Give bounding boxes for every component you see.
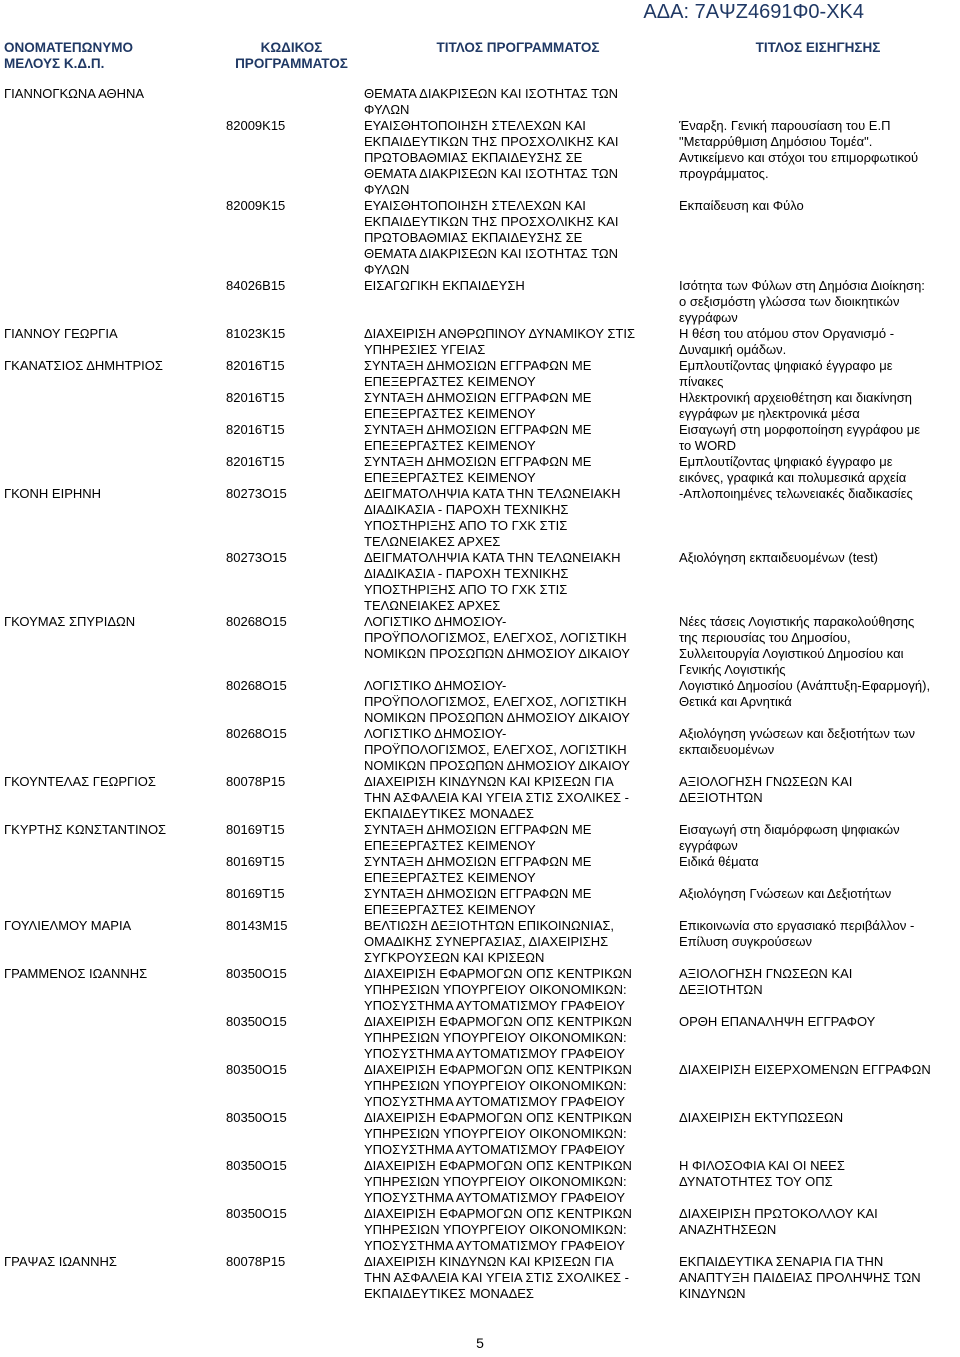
lecture-title: ΔΙΑΧΕΙΡΙΣΗ ΕΚΤΥΠΩΣΕΩΝ — [679, 1110, 844, 1125]
program-title: ΔΙΑΧΕΙΡΙΣΗ ΕΦΑΡΜΟΓΩΝ ΟΠΣ ΚΕΝΤΡΙΚΩΝ ΥΠΗΡΕΣΙΩΝ ΥΠΟΥΡΓΕΙΟΥ ΟΙΚΟΝΟΜΙΚΩΝ: ΥΠΟΣΥΣΤΗΜΑ ΑΥΤΟΜΑΤΙΣΜΟΥ ΓΡΑΦΕΙΟΥ — [364, 1206, 632, 1253]
member-name — [0, 118, 222, 198]
member-name — [0, 1110, 222, 1158]
lecture-title: Αξιολόγηση Γνώσεων και Δεξιοτήτων — [679, 886, 892, 901]
program-code: 80273Ο15 — [226, 486, 287, 501]
program-code: 80350Ο15 — [226, 966, 287, 981]
member-name — [0, 278, 222, 326]
program-code: 80078Ρ15 — [226, 1254, 286, 1269]
table-row — [0, 278, 960, 326]
member-name — [0, 390, 222, 422]
table-row — [0, 1158, 960, 1206]
table-row — [0, 614, 960, 678]
table-row — [0, 422, 960, 454]
lecture-title: Αξιολόγηση γνώσεων και δεξιοτήτων των εκπαιδευομένων — [679, 726, 916, 757]
program-title: ΔΙΑΧΕΙΡΙΣΗ ΕΦΑΡΜΟΓΩΝ ΟΠΣ ΚΕΝΤΡΙΚΩΝ ΥΠΗΡΕΣΙΩΝ ΥΠΟΥΡΓΕΙΟΥ ΟΙΚΟΝΟΜΙΚΩΝ: ΥΠΟΣΥΣΤΗΜΑ ΑΥΤΟΜΑΤΙΣΜΟΥ ΓΡΑΦΕΙΟΥ — [364, 1062, 632, 1109]
table-row — [0, 486, 960, 550]
lecture-title: Εκπαίδευση και Φύλο — [679, 198, 804, 213]
program-title: ΔΙΑΧΕΙΡΙΣΗ ΕΦΑΡΜΟΓΩΝ ΟΠΣ ΚΕΝΤΡΙΚΩΝ ΥΠΗΡΕΣΙΩΝ ΥΠΟΥΡΓΕΙΟΥ ΟΙΚΟΝΟΜΙΚΩΝ: ΥΠΟΣΥΣΤΗΜΑ ΑΥΤΟΜΑΤΙΣΜΟΥ ΓΡΑΦΕΙΟΥ — [364, 966, 632, 1013]
table-row — [0, 454, 960, 486]
program-code: 82016Τ15 — [226, 358, 285, 373]
program-title: ΣΥΝΤΑΞΗ ΔΗΜΟΣΙΩΝ ΕΓΓΡΑΦΩΝ ΜΕ ΕΠΕΞΕΡΓΑΣΤΕΣ ΚΕΙΜΕΝΟΥ — [364, 358, 592, 389]
table-row — [0, 86, 960, 118]
member-name: ΓΚΟΥΝΤΕΛΑΣ ΓΕΩΡΓΙΟΣ — [4, 774, 156, 789]
program-code: 82016Τ15 — [226, 422, 285, 437]
lecture-title: Νέες τάσεις Λογιστικής παρακολούθησης της περιουσίας του Δημοσίου, Συλλειτουργία Λογιστικού Δημοσίου και Γενικής Λογιστικής — [679, 614, 915, 677]
table-row — [0, 198, 960, 278]
program-title: ΔΙΑΧΕΙΡΙΣΗ ΕΦΑΡΜΟΓΩΝ ΟΠΣ ΚΕΝΤΡΙΚΩΝ ΥΠΗΡΕΣΙΩΝ ΥΠΟΥΡΓΕΙΟΥ ΟΙΚΟΝΟΜΙΚΩΝ: ΥΠΟΣΥΣΤΗΜΑ ΑΥΤΟΜΑΤΙΣΜΟΥ ΓΡΑΦΕΙΟΥ — [364, 1158, 632, 1205]
program-code: 80350Ο15 — [226, 1158, 287, 1173]
table-header-row — [0, 40, 960, 86]
program-title: ΣΥΝΤΑΞΗ ΔΗΜΟΣΙΩΝ ΕΓΓΡΑΦΩΝ ΜΕ ΕΠΕΞΕΡΓΑΣΤΕΣ ΚΕΙΜΕΝΟΥ — [364, 822, 592, 853]
program-title: ΔΕΙΓΜΑΤΟΛΗΨΙΑ ΚΑΤΑ ΤΗΝ ΤΕΛΩΝΕΙΑΚΗ ΔΙΑΔΙΚΑΣΙΑ - ΠΑΡΟΧΗ ΤΕΧΝΙΚΗΣ ΥΠΟΣΤΗΡΙΞΗΣ ΑΠΟ ΤΟ ΓΧΚ ΣΤΙΣ ΤΕΛΩΝΕΙΑΚΕΣ ΑΡΧΕΣ — [364, 550, 621, 613]
lecture-title: Εμπλουτίζοντας ψηφιακό έγγραφο με εικόνες, γραφικά και πολυμεσικά αρχεία — [679, 454, 907, 485]
program-code: 80273Ο15 — [226, 550, 287, 565]
program-code: 80350Ο15 — [226, 1014, 287, 1029]
table-row — [0, 774, 960, 822]
member-name: ΓΡΑΜΜΕΝΟΣ ΙΩΑΝΝΗΣ — [4, 966, 148, 981]
member-name — [0, 678, 222, 726]
table-row — [0, 822, 960, 854]
lecture-title: -Απλοποιημένες τελωνειακές διαδικασίες — [679, 486, 913, 501]
lecture-title: Επικοινωνία στο εργασιακό περιβάλλον - Επίλυση συγκρούσεων — [679, 918, 915, 949]
member-name: ΓΚΟΝΗ ΕΙΡΗΝΗ — [4, 486, 102, 501]
header-code: ΚΩΔΙΚΟΣ ΠΡΟΓΡΑΜΜΑΤΟΣ — [235, 40, 348, 71]
table-row — [0, 550, 960, 614]
table-row — [0, 886, 960, 918]
header-program: ΤΙΤΛΟΣ ΠΡΟΓΡΑΜΜΑΤΟΣ — [436, 40, 600, 55]
member-name — [0, 726, 222, 774]
program-title: ΔΕΙΓΜΑΤΟΛΗΨΙΑ ΚΑΤΑ ΤΗΝ ΤΕΛΩΝΕΙΑΚΗ ΔΙΑΔΙΚΑΣΙΑ - ΠΑΡΟΧΗ ΤΕΧΝΙΚΗΣ ΥΠΟΣΤΗΡΙΞΗΣ ΑΠΟ ΤΟ ΓΧΚ ΣΤΙΣ ΤΕΛΩΝΕΙΑΚΕΣ ΑΡΧΕΣ — [364, 486, 621, 549]
program-title: ΔΙΑΧΕΙΡΙΣΗ ΑΝΘΡΩΠΙΝΟΥ ΔΥΝΑΜΙΚΟΥ ΣΤΙΣ ΥΠΗΡΕΣΙΕΣ ΥΓΕΙΑΣ — [364, 326, 636, 357]
member-name — [0, 1062, 222, 1110]
program-code: 82009Κ15 — [226, 118, 286, 133]
program-title: ΒΕΛΤΙΩΣΗ ΔΕΞΙΟΤΗΤΩΝ ΕΠΙΚΟΙΝΩΝΙΑΣ, ΟΜΑΔΙΚΗΣ ΣΥΝΕΡΓΑΣΙΑΣ, ΔΙΑΧΕΙΡΙΣΗΣ ΣΥΓΚΡΟΥΣΕΩΝ ΚΑΙ ΚΡΙΣΕΩΝ — [364, 918, 615, 965]
member-name: ΓΚΟΥΜΑΣ ΣΠΥΡΙΔΩΝ — [4, 614, 136, 629]
member-name — [0, 422, 222, 454]
lecture-title: ΔΙΑΧΕΙΡΙΣΗ ΠΡΩΤΟΚΟΛΛΟΥ ΚΑΙ ΑΝΑΖΗΤΗΣΕΩΝ — [679, 1206, 878, 1237]
seminar-table — [0, 40, 960, 1302]
member-name: ΓΚΑΝΑΤΣΙΟΣ ΔΗΜΗΤΡΙΟΣ — [4, 358, 163, 373]
program-code: 80143Μ15 — [226, 918, 288, 933]
table-row — [0, 1254, 960, 1302]
program-title: ΕΙΣΑΓΩΓΙΚΗ ΕΚΠΑΙΔΕΥΣΗ — [364, 278, 525, 293]
member-name: ΓΚΥΡΤΗΣ ΚΩΝΣΤΑΝΤΙΝΟΣ — [4, 822, 167, 837]
lecture-title: ΑΞΙΟΛΟΓΗΣΗ ΓΝΩΣΕΩΝ ΚΑΙ ΔΕΞΙΟΤΗΤΩΝ — [679, 966, 853, 997]
lecture-title: ΟΡΘΗ ΕΠΑΝΑΛΗΨΗ ΕΓΓΡΑΦΟΥ — [679, 1014, 876, 1029]
header-name: ΟΝΟΜΑΤΕΠΩΝΥΜΟ ΜΕΛΟΥΣ Κ.Δ.Π. — [4, 40, 133, 71]
page-number: 5 — [476, 1335, 484, 1351]
program-code: 82016Τ15 — [226, 390, 285, 405]
program-code: 82016Τ15 — [226, 454, 285, 469]
program-code: 80169Τ15 — [226, 854, 285, 869]
lecture-title — [675, 86, 960, 118]
lecture-title: Ηλεκτρονική αρχειοθέτηση και διακίνηση εγγράφων με ηλεκτρονικά μέσα — [679, 390, 912, 421]
lecture-title: Αξιολόγηση εκπαιδευομένων (test) — [679, 550, 879, 565]
program-code: 80268Ο15 — [226, 726, 287, 741]
member-name — [0, 1014, 222, 1062]
program-title: ΣΥΝΤΑΞΗ ΔΗΜΟΣΙΩΝ ΕΓΓΡΑΦΩΝ ΜΕ ΕΠΕΞΕΡΓΑΣΤΕΣ ΚΕΙΜΕΝΟΥ — [364, 390, 592, 421]
program-title: ΣΥΝΤΑΞΗ ΔΗΜΟΣΙΩΝ ΕΓΓΡΑΦΩΝ ΜΕ ΕΠΕΞΕΡΓΑΣΤΕΣ ΚΕΙΜΕΝΟΥ — [364, 886, 592, 917]
lecture-title: Η θέση του ατόμου στον Οργανισμό - Δυναμική ομάδων. — [679, 326, 895, 357]
member-name: ΓΡΑΨΑΣ ΙΩΑΝΝΗΣ — [4, 1254, 117, 1269]
lecture-title: ΔΙΑΧΕΙΡΙΣΗ ΕΙΣΕΡΧΟΜΕΝΩΝ ΕΓΓΡΑΦΩΝ — [679, 1062, 931, 1077]
member-name — [0, 1206, 222, 1254]
table-body — [0, 86, 960, 1302]
program-code: 80350Ο15 — [226, 1110, 287, 1125]
program-title: ΔΙΑΧΕΙΡΙΣΗ ΚΙΝΔΥΝΩΝ ΚΑΙ ΚΡΙΣΕΩΝ ΓΙΑ ΤΗΝ ΑΣΦΑΛΕΙΑ ΚΑΙ ΥΓΕΙΑ ΣΤΙΣ ΣΧΟΛΙΚΕΣ - ΕΚΠΑΙΔΕΥΤΙΚΕΣ ΜΟΝΑΔΕΣ — [364, 774, 629, 821]
member-name: ΓΟΥΛΙΕΛΜΟΥ ΜΑΡΙΑ — [4, 918, 132, 933]
program-title: ΣΥΝΤΑΞΗ ΔΗΜΟΣΙΩΝ ΕΓΓΡΑΦΩΝ ΜΕ ΕΠΕΞΕΡΓΑΣΤΕΣ ΚΕΙΜΕΝΟΥ — [364, 422, 592, 453]
table-row — [0, 678, 960, 726]
table-row — [0, 966, 960, 1014]
program-code: 80350Ο15 — [226, 1206, 287, 1221]
program-code: 80169Τ15 — [226, 822, 285, 837]
member-name — [0, 1158, 222, 1206]
table-row — [0, 390, 960, 422]
member-name — [0, 198, 222, 278]
program-title: ΛΟΓΙΣΤΙΚΟ ΔΗΜΟΣΙΟΥ- ΠΡΟΫΠΟΛΟΓΙΣΜΟΣ, ΕΛΕΓΧΟΣ, ΛΟΓΙΣΤΙΚΗ ΝΟΜΙΚΩΝ ΠΡΟΣΩΠΩΝ ΔΗΜΟΣΙΟΥ ΔΙΚΑΙΟΥ — [364, 614, 630, 661]
program-title: ΔΙΑΧΕΙΡΙΣΗ ΕΦΑΡΜΟΓΩΝ ΟΠΣ ΚΕΝΤΡΙΚΩΝ ΥΠΗΡΕΣΙΩΝ ΥΠΟΥΡΓΕΙΟΥ ΟΙΚΟΝΟΜΙΚΩΝ: ΥΠΟΣΥΣΤΗΜΑ ΑΥΤΟΜΑΤΙΣΜΟΥ ΓΡΑΦΕΙΟΥ — [364, 1014, 632, 1061]
table-row — [0, 1110, 960, 1158]
program-title: ΘΕΜΑΤΑ ΔΙΑΚΡΙΣΕΩΝ ΚΑΙ ΙΣΟΤΗΤΑΣ ΤΩΝ ΦΥΛΩΝ — [364, 86, 619, 117]
table-row — [0, 1206, 960, 1254]
member-name — [0, 886, 222, 918]
program-code: 80268Ο15 — [226, 678, 287, 693]
program-code: 80078Ρ15 — [226, 774, 286, 789]
program-code: 81023Κ15 — [226, 326, 286, 341]
table-row — [0, 1014, 960, 1062]
lecture-title: Έναρξη. Γενική παρουσίαση του Ε.Π "Μεταρρύθμιση Δημόσιου Τομέα". Αντικείμενο και στόχοι του επιμορφωτικού προγράμματος. — [679, 118, 919, 181]
member-name: ΓΙΑΝΝΟΥ ΓΕΩΡΓΙΑ — [4, 326, 118, 341]
program-title: ΛΟΓΙΣΤΙΚΟ ΔΗΜΟΣΙΟΥ- ΠΡΟΫΠΟΛΟΓΙΣΜΟΣ, ΕΛΕΓΧΟΣ, ΛΟΓΙΣΤΙΚΗ ΝΟΜΙΚΩΝ ΠΡΟΣΩΠΩΝ ΔΗΜΟΣΙΟΥ ΔΙΚΑΙΟΥ — [364, 726, 630, 773]
program-code — [222, 86, 360, 118]
ada-identifier: ΑΔΑ: 7ΑΨΖ4691Φ0-ΧΚ4 — [643, 1, 864, 23]
lecture-title: Η ΦΙΛΟΣΟΦΙΑ ΚΑΙ ΟΙ ΝΕΕΣ ΔΥΝΑΤΟΤΗΤΕΣ ΤΟΥ ΟΠΣ — [679, 1158, 845, 1189]
member-name: ΓΙΑΝΝΟΓΚΩΝΑ ΑΘΗΝΑ — [4, 86, 145, 101]
program-title: ΔΙΑΧΕΙΡΙΣΗ ΕΦΑΡΜΟΓΩΝ ΟΠΣ ΚΕΝΤΡΙΚΩΝ ΥΠΗΡΕΣΙΩΝ ΥΠΟΥΡΓΕΙΟΥ ΟΙΚΟΝΟΜΙΚΩΝ: ΥΠΟΣΥΣΤΗΜΑ ΑΥΤΟΜΑΤΙΣΜΟΥ ΓΡΑΦΕΙΟΥ — [364, 1110, 632, 1157]
table-row — [0, 358, 960, 390]
header-lecture: ΤΙΤΛΟΣ ΕΙΣΗΓΗΣΗΣ — [755, 40, 881, 55]
lecture-title: Εισαγωγή στη διαμόρφωση ψηφιακών εγγράφων — [679, 822, 900, 853]
program-code: 82009Κ15 — [226, 198, 286, 213]
lecture-title: Εμπλουτίζοντας ψηφιακό έγγραφο με πίνακες — [679, 358, 893, 389]
program-title: ΕΥΑΙΣΘΗΤΟΠΟΙΗΣΗ ΣΤΕΛΕΧΩΝ ΚΑΙ ΕΚΠΑΙΔΕΥΤΙΚΩΝ ΤΗΣ ΠΡΟΣΧΟΛΙΚΗΣ ΚΑΙ ΠΡΩΤΟΒΑΘΜΙΑΣ ΕΚΠΑΙΔΕΥΣΗΣ ΣΕ ΘΕΜΑΤΑ ΔΙΑΚΡΙΣΕΩΝ ΚΑΙ ΙΣΟΤΗΤΑΣ ΤΩΝ ΦΥΛΩΝ — [364, 118, 619, 197]
lecture-title: Ειδικά θέματα — [679, 854, 759, 869]
program-title: ΛΟΓΙΣΤΙΚΟ ΔΗΜΟΣΙΟΥ- ΠΡΟΫΠΟΛΟΓΙΣΜΟΣ, ΕΛΕΓΧΟΣ, ΛΟΓΙΣΤΙΚΗ ΝΟΜΙΚΩΝ ΠΡΟΣΩΠΩΝ ΔΗΜΟΣΙΟΥ ΔΙΚΑΙΟΥ — [364, 678, 630, 725]
program-code: 80169Τ15 — [226, 886, 285, 901]
table-row — [0, 726, 960, 774]
member-name — [0, 454, 222, 486]
table-row — [0, 854, 960, 886]
lecture-title: ΕΚΠΑΙΔΕΥΤΙΚΑ ΣΕΝΑΡΙΑ ΓΙΑ ΤΗΝ ΑΝΑΠΤΥΞΗ ΠΑΙΔΕΙΑΣ ΠΡΟΛΗΨΗΣ ΤΩΝ ΚΙΝΔΥΝΩΝ — [679, 1254, 921, 1301]
program-code: 80268Ο15 — [226, 614, 287, 629]
program-title: ΣΥΝΤΑΞΗ ΔΗΜΟΣΙΩΝ ΕΓΓΡΑΦΩΝ ΜΕ ΕΠΕΞΕΡΓΑΣΤΕΣ ΚΕΙΜΕΝΟΥ — [364, 454, 592, 485]
lecture-title: ΑΞΙΟΛΟΓΗΣΗ ΓΝΩΣΕΩΝ ΚΑΙ ΔΕΞΙΟΤΗΤΩΝ — [679, 774, 853, 805]
program-title: ΣΥΝΤΑΞΗ ΔΗΜΟΣΙΩΝ ΕΓΓΡΑΦΩΝ ΜΕ ΕΠΕΞΕΡΓΑΣΤΕΣ ΚΕΙΜΕΝΟΥ — [364, 854, 592, 885]
table-row — [0, 118, 960, 198]
member-name — [0, 854, 222, 886]
lecture-title: Εισαγωγή στη μορφοποίηση εγγράφου με το WORD — [679, 422, 921, 453]
lecture-title: Λογιστικό Δημοσίου (Ανάπτυξη-Εφαρμογή), Θετικά και Αρνητικά — [679, 678, 931, 709]
member-name — [0, 550, 222, 614]
program-title: ΔΙΑΧΕΙΡΙΣΗ ΚΙΝΔΥΝΩΝ ΚΑΙ ΚΡΙΣΕΩΝ ΓΙΑ ΤΗΝ ΑΣΦΑΛΕΙΑ ΚΑΙ ΥΓΕΙΑ ΣΤΙΣ ΣΧΟΛΙΚΕΣ - ΕΚΠΑΙΔΕΥΤΙΚΕΣ ΜΟΝΑΔΕΣ — [364, 1254, 629, 1301]
lecture-title: Ισότητα των Φύλων στη Δημόσια Διοίκηση: ο σεξισμόστη γλώσσα των διοικητικών εγγράφων — [679, 278, 925, 325]
program-title: ΕΥΑΙΣΘΗΤΟΠΟΙΗΣΗ ΣΤΕΛΕΧΩΝ ΚΑΙ ΕΚΠΑΙΔΕΥΤΙΚΩΝ ΤΗΣ ΠΡΟΣΧΟΛΙΚΗΣ ΚΑΙ ΠΡΩΤΟΒΑΘΜΙΑΣ ΕΚΠΑΙΔΕΥΣΗΣ ΣΕ ΘΕΜΑΤΑ ΔΙΑΚΡΙΣΕΩΝ ΚΑΙ ΙΣΟΤΗΤΑΣ ΤΩΝ ΦΥΛΩΝ — [364, 198, 619, 277]
program-code: 80350Ο15 — [226, 1062, 287, 1077]
program-code: 84026Β15 — [226, 278, 286, 293]
table-row — [0, 1062, 960, 1110]
table-row — [0, 326, 960, 358]
table-row — [0, 918, 960, 966]
